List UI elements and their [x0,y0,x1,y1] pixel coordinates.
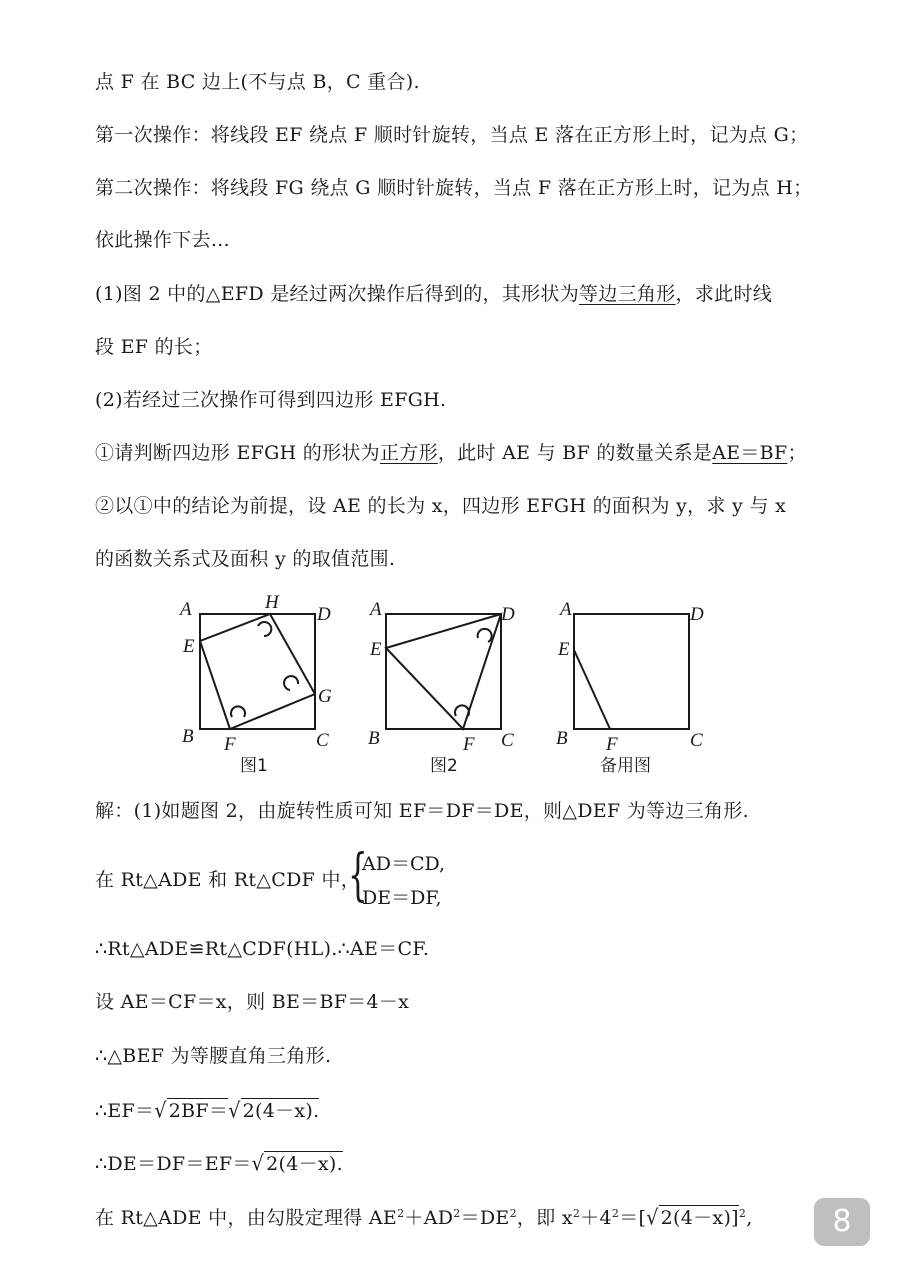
answer-ae-bf: AE＝BF [712,442,788,464]
fig3-label-d: D [690,604,704,625]
q2-part1-mid: ，此时 AE 与 BF 的数量关系是 [437,442,713,464]
fig3-label-a: A [560,599,572,620]
superscript-2: 2 [611,1207,620,1220]
answer-square: 正方形 [379,442,438,464]
sqrt-2-bf: 2BF＝ [168,1100,229,1122]
fig2-label-b: B [368,728,380,749]
solution-line-2: 在 Rt△ADE 和 Rt△CDF 中， [95,869,361,891]
fig2-triangle-efd [386,614,501,729]
problem-line-3: 第二次操作：将线段 FG 绕点 G 顺时针旋转，当点 F 落在正方形上时，记为点 H； [95,177,813,199]
problem-line-6: 段 EF 的长； [95,336,213,358]
superscript-2: 2 [509,1207,517,1220]
q2-part1-end: ； [787,442,807,464]
sqrt-2-4-minus-x-2: 2(4－x). [266,1153,343,1175]
fig3-label-e: E [558,639,570,660]
problem-line-10: 的函数关系式及面积 y 的取值范围. [95,548,396,570]
fig2-rotation-arrow-d [478,629,492,642]
fig3-segment-ef [574,650,610,729]
fig3-label-c: C [690,730,703,751]
problem-line-7: (2)若经过三次操作可得到四边形 EFGH. [95,389,447,411]
fig1-rotation-arrow-h [258,622,271,636]
sqrt-icon: √ [251,1151,265,1177]
system-eq-1: AD＝CD, [362,853,446,875]
pythag-part-d: ，即 x [516,1207,573,1229]
sqrt-2-4-minus-x-3: 2(4－x)] [660,1207,739,1229]
page-number-badge: 8 [814,1198,870,1246]
solution-line-3: ∴Rt△ADE≌Rt△CDF(HL).∴AE＝CF. [95,938,430,960]
equation-system [348,843,468,912]
sqrt-icon: √ [646,1205,659,1231]
fig1-label-d: D [317,604,331,625]
solution-line-8 [95,1205,753,1230]
fig1-label-a: A [180,599,192,620]
left-brace: { [348,843,368,908]
sqrt-icon: √ [154,1098,167,1124]
answer-equilateral: 等边三角形 [579,283,676,305]
sqrt-2-4-minus-x: 2(4－x). [242,1100,320,1122]
pythag-part-c: ＝DE [460,1207,510,1229]
fig3-label-f: F [606,734,618,755]
q2-part1-text: ①请判断四边形 EFGH 的形状为 [95,442,380,464]
pythag-part-b: ＋AD [404,1207,454,1229]
fig3-caption: 备用图 [600,756,651,776]
fig2-label-a: A [370,599,382,620]
pythag-part-e: ＋4 [580,1207,612,1229]
problem-line-2: 第一次操作：将线段 EF 绕点 F 顺时针旋转，当点 E 落在正方形上时，记为点 G； [95,124,809,146]
solution-line-1: 解：(1)如题图 2，由旋转性质可知 EF＝DF＝DE，则△DEF 为等边三角形. [95,800,749,822]
question-1-text: (1)图 2 中的△EFD 是经过两次操作后得到的，其形状为 [95,283,580,305]
fig2-label-c: C [501,730,514,751]
problem-line-4: 依此操作下去… [95,229,231,251]
fig1-label-f: F [224,734,236,755]
solution-line-5: ∴△BEF 为等腰直角三角形. [95,1045,332,1067]
fig2-label-f: F [463,734,475,755]
pythag-part-f: ＝[ [619,1207,647,1229]
superscript-2: 2 [738,1207,747,1220]
pythag-part-a: 在 Rt△ADE 中，由勾股定理得 AE [95,1207,398,1229]
fig1-square [200,614,315,729]
fig1-quadrilateral-efgh [200,614,315,729]
fig2-label-d: D [501,604,515,625]
fig2-caption: 图2 [430,756,458,776]
fig1-label-g: G [318,686,332,707]
fig1-label-c: C [316,730,329,751]
solution-line-4: 设 AE＝CF＝x，则 BE＝BF＝4－x [95,991,410,1013]
solution-line-7 [95,1151,343,1176]
de-eq-prefix: ∴DE＝DF＝EF＝ [95,1153,252,1175]
sqrt-icon: √ [228,1098,241,1124]
question-1-text-end: ，求此时线 [675,283,773,305]
superscript-2: 2 [397,1207,405,1220]
fig3-label-b: B [556,728,568,749]
fig1-label-b: B [182,726,194,747]
fig1-rotation-arrow-g [284,676,298,690]
problem-line-9: ②以①中的结论为前提，设 AE 的长为 x，四边形 EFGH 的面积为 y，求 y 与 x [95,495,787,517]
pythag-part-h: , [746,1207,753,1229]
system-eq-2: DE＝DF, [362,887,442,909]
superscript-2: 2 [453,1207,461,1220]
fig1-rotation-arrow-f [231,706,245,717]
ef-eq-prefix: ∴EF＝ [95,1100,155,1122]
fig2-label-e: E [370,639,382,660]
fig3-square [574,614,689,729]
fig1-label-h: H [265,592,279,613]
superscript-2: 2 [572,1207,581,1220]
fig1-caption: 图1 [240,756,268,776]
fig1-label-e: E [183,636,195,657]
problem-line-1: 点 F 在 BC 边上(不与点 B，C 重合). [95,71,420,93]
solution-line-6 [95,1098,319,1123]
